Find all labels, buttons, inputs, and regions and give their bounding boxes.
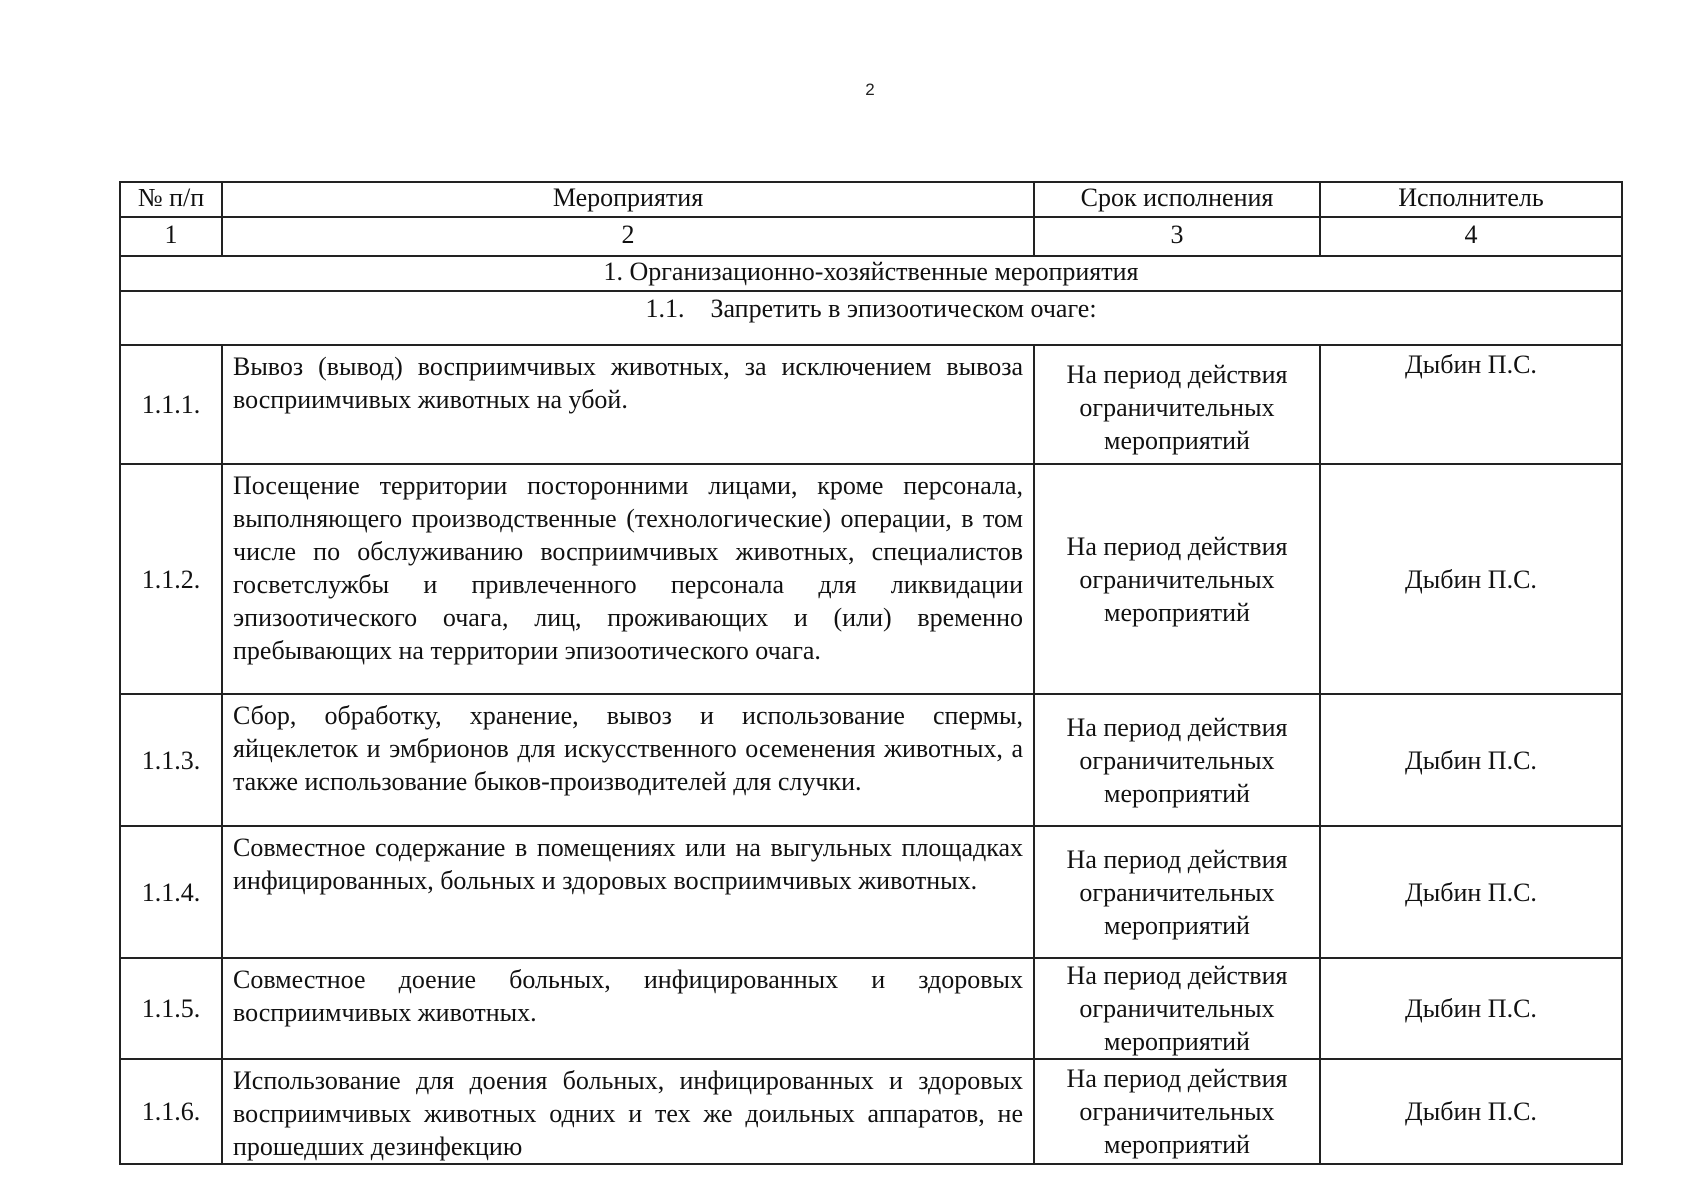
row-measure: Совместное содержание в помещениях или на выгульных площадках инфицированных, больных и здоровых восприимчивых животных. bbox=[222, 826, 1034, 958]
row-term: На период действия ограничительных мероприятий bbox=[1034, 464, 1320, 694]
row-executor: Дыбин П.С. bbox=[1320, 958, 1622, 1059]
row-executor: Дыбин П.С. bbox=[1320, 1059, 1622, 1164]
header-measures: Мероприятия bbox=[222, 182, 1034, 217]
row-term: На период действия ограничительных мероприятий bbox=[1034, 826, 1320, 958]
column-index: 4 bbox=[1320, 217, 1622, 256]
table-row bbox=[120, 826, 1622, 958]
measures-table bbox=[119, 181, 1623, 1165]
row-number: 1.1.3. bbox=[120, 694, 222, 826]
row-number: 1.1.4. bbox=[120, 826, 222, 958]
header-number: № п/п bbox=[120, 182, 222, 217]
row-term: На период действия ограничительных мероприятий bbox=[1034, 958, 1320, 1059]
subsection-row bbox=[120, 291, 1622, 345]
subsection-text: Запретить в эпизоотическом очаге: bbox=[710, 294, 1097, 323]
column-index: 3 bbox=[1034, 217, 1320, 256]
row-number: 1.1.2. bbox=[120, 464, 222, 694]
row-executor: Дыбин П.С. bbox=[1320, 826, 1622, 958]
subsection-heading bbox=[120, 291, 1622, 345]
table-row bbox=[120, 1059, 1622, 1164]
column-index-row bbox=[120, 217, 1622, 256]
row-term: На период действия ограничительных мероприятий bbox=[1034, 1059, 1320, 1164]
row-term: На период действия ограничительных мероприятий bbox=[1034, 345, 1320, 464]
row-term: На период действия ограничительных мероприятий bbox=[1034, 694, 1320, 826]
table-row bbox=[120, 464, 1622, 694]
row-measure: Посещение территории посторонними лицами, кроме персонала, выполняющего производственные (технологические) операции, в том числе по обслуживанию восприимчивых животных, специалистов госветслужбы и привлеченного персонала для ликвидации эпизоотического очага, лиц, проживающих и (или) временно пребывающих на территории эпизоотического очага. bbox=[222, 464, 1034, 694]
header-executor: Исполнитель bbox=[1320, 182, 1622, 217]
column-index: 2 bbox=[222, 217, 1034, 256]
subsection-number: 1.1. bbox=[645, 294, 685, 323]
row-number: 1.1.5. bbox=[120, 958, 222, 1059]
row-measure: Совместное доение больных, инфицированных и здоровых восприимчивых животных. bbox=[222, 958, 1034, 1059]
row-executor: Дыбин П.С. bbox=[1320, 345, 1622, 464]
page-number: 2 bbox=[865, 80, 875, 99]
table-row bbox=[120, 958, 1622, 1059]
row-measure: Сбор, обработку, хранение, вывоз и использование спермы, яйцеклеток и эмбрионов для искусственного осеменения животных, а также использование быков-производителей для случки. bbox=[222, 694, 1034, 826]
row-executor: Дыбин П.С. bbox=[1320, 464, 1622, 694]
row-executor: Дыбин П.С. bbox=[1320, 694, 1622, 826]
table-row bbox=[120, 345, 1622, 464]
row-number: 1.1.1. bbox=[120, 345, 222, 464]
section-row bbox=[120, 256, 1622, 291]
row-number: 1.1.6. bbox=[120, 1059, 222, 1164]
section-title: 1. Организационно-хозяйственные мероприятия bbox=[120, 256, 1622, 291]
header-row bbox=[120, 182, 1622, 217]
header-term: Срок исполнения bbox=[1034, 182, 1320, 217]
table-row bbox=[120, 694, 1622, 826]
row-measure: Вывоз (вывод) восприимчивых животных, за исключением вывоза восприимчивых животных на убой. bbox=[222, 345, 1034, 464]
row-measure: Использование для доения больных, инфицированных и здоровых восприимчивых животных одних и тех же доильных аппаратов, не прошедших дезинфекцию bbox=[222, 1059, 1034, 1164]
column-index: 1 bbox=[120, 217, 222, 256]
